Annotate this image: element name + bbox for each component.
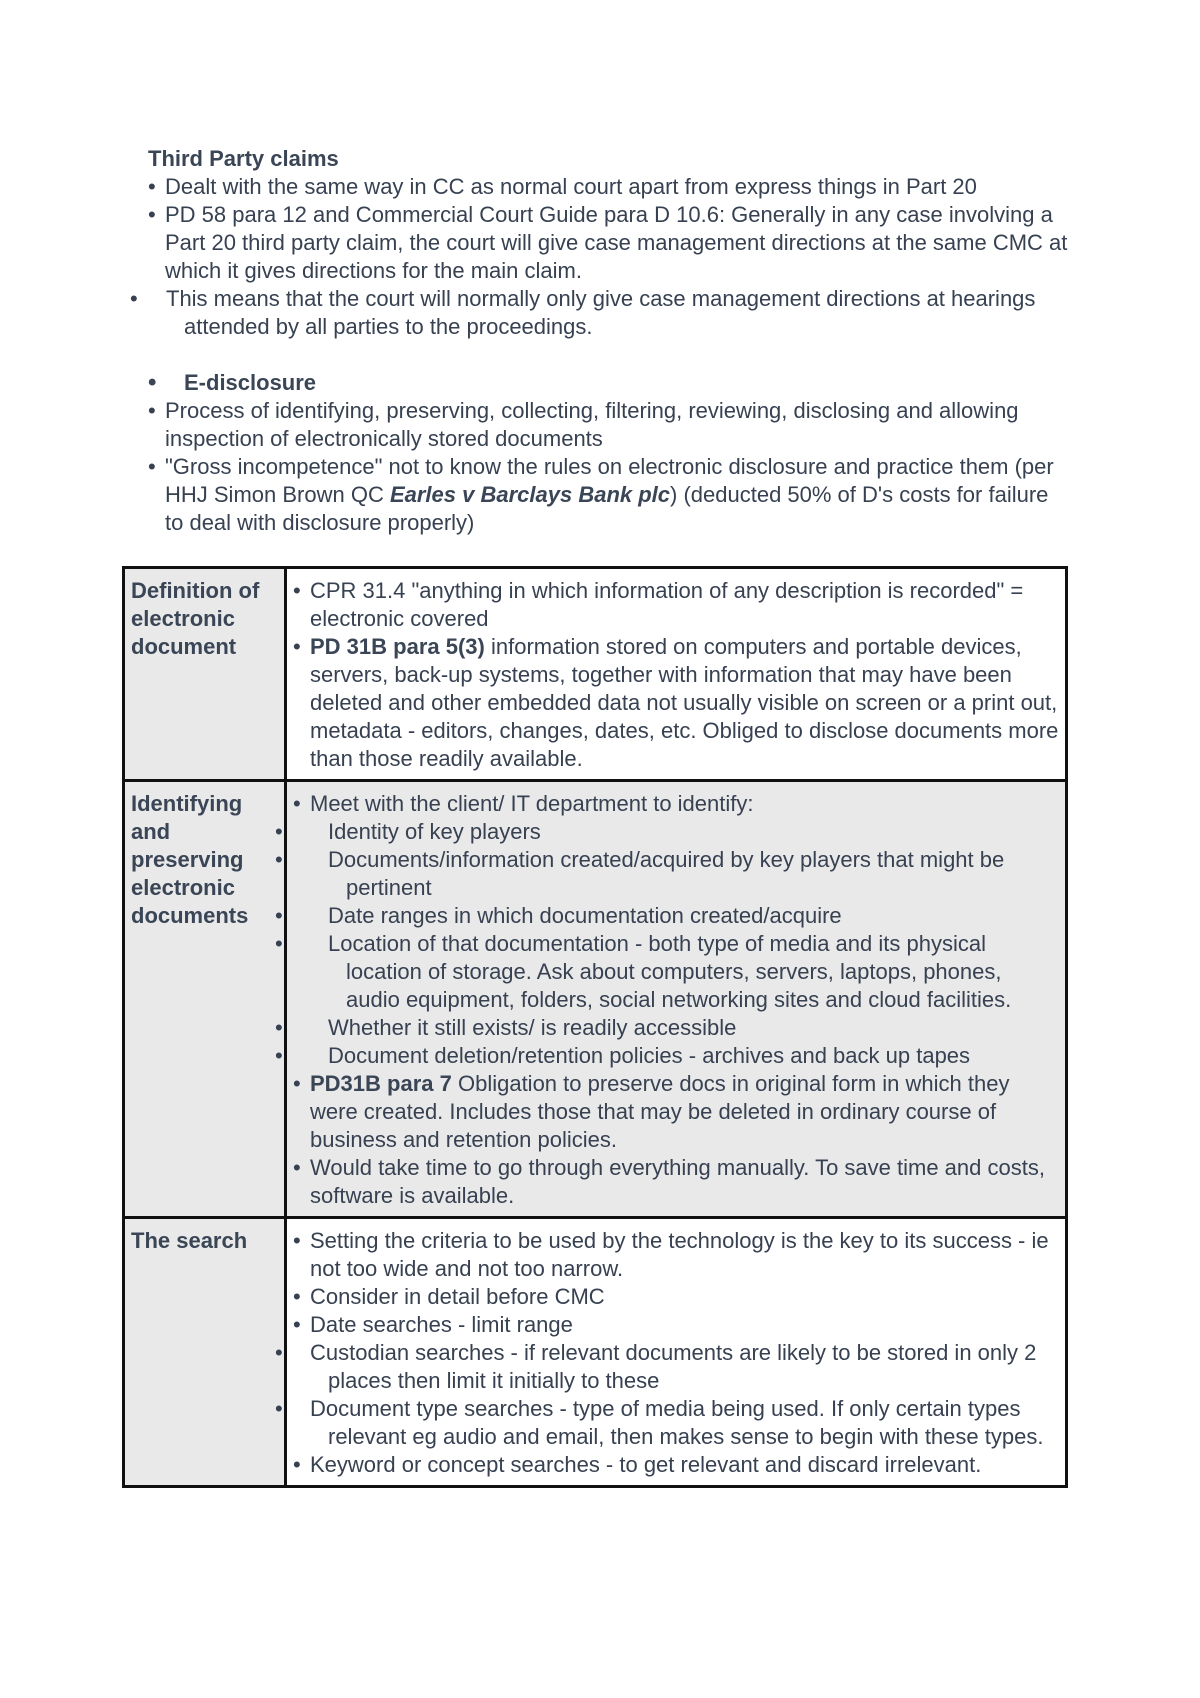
- bullet-text: Obligation to preserve docs in original form in which they were created. Includes those that may be deleted in ordinary course of business and retention policies.: [310, 1071, 1010, 1152]
- table-row: [124, 568, 1067, 781]
- list-item: • Documents/information created/acquired by key players that might be pertinent: [293, 846, 1059, 902]
- search-list: [293, 1227, 1059, 1479]
- case-name: Earles v Barclays Bank plc: [389, 482, 671, 507]
- row-label-identifying: Identifying and preserving electronic documents: [124, 781, 286, 1218]
- table-row: [124, 1218, 1067, 1487]
- list-item: • Process of identifying, preserving, collecting, filtering, reviewing, disclosing and allowing inspection of electronically stored documents: [148, 397, 1068, 453]
- list-item: • Identity of key players: [293, 818, 1059, 846]
- row-body-definition: [286, 568, 1067, 781]
- list-item: • CPR 31.4 "anything in which information of any description is recorded" = electronic covered: [293, 577, 1059, 633]
- identifying-list: [293, 790, 1059, 1210]
- table-row: [124, 781, 1067, 1218]
- section-title-text: E-disclosure: [184, 370, 317, 395]
- section-title-e-disclosure: [148, 369, 1068, 397]
- row-body-identifying: [286, 781, 1067, 1218]
- row-label-search: The search: [124, 1218, 286, 1487]
- document-body: [148, 145, 1068, 537]
- row-body-search: [286, 1218, 1067, 1487]
- list-item: • Custodian searches - if relevant documents are likely to be stored in only 2 places then limit it initially to these: [293, 1339, 1059, 1395]
- list-item: • Keyword or concept searches - to get relevant and discard irrelevant.: [293, 1451, 1059, 1479]
- list-item: • Dealt with the same way in CC as normal court apart from express things in Part 20: [148, 173, 1068, 201]
- bullet-text: ) (deducted 50% of D's costs for failure to deal with disclosure properly): [165, 482, 1049, 535]
- section-title-third-party: Third Party claims: [148, 146, 339, 171]
- list-item: [293, 633, 1059, 773]
- list-item: • Date ranges in which documentation created/acquire: [293, 902, 1059, 930]
- list-item: • This means that the court will normally only give case management directions at hearings attended by all parties to the proceedings.: [148, 285, 1068, 341]
- list-item: • Date searches - limit range: [293, 1311, 1059, 1339]
- list-item: • Location of that documentation - both type of media and its physical location of storage. Ask about computers, servers, laptops, phones, audio equipment, folders, social networking sites and cloud facilities.: [293, 930, 1059, 1014]
- rule-reference: PD31B para 7: [310, 1071, 452, 1096]
- definition-list: [293, 577, 1059, 773]
- list-item: • Consider in detail before CMC: [293, 1283, 1059, 1311]
- e-disclosure-table: [122, 566, 1068, 1488]
- list-item: • Whether it still exists/ is readily accessible: [293, 1014, 1059, 1042]
- e-disclosure-bullet-list: [148, 397, 1068, 537]
- list-item: [293, 1070, 1059, 1154]
- row-label-definition: Definition of electronic document: [124, 568, 286, 781]
- bullet-text: information stored on computers and portable devices, servers, back-up systems, together with information that may have been deleted and other embedded data not usually visible on screen or a print out, metadata - editors, changes, dates, etc. Obliged to disclose documents more than those readily available.: [310, 634, 1059, 771]
- bullet-text: "Gross incompetence" not to know the rules on electronic disclosure and practice them (per HHJ Simon Brown QC: [165, 454, 1054, 507]
- list-item: • Document deletion/retention policies - archives and back up tapes: [293, 1042, 1059, 1070]
- rule-reference: PD 31B para 5(3): [310, 634, 485, 659]
- list-item: • Setting the criteria to be used by the technology is the key to its success - ie not too wide and not too narrow.: [293, 1227, 1059, 1283]
- list-item: • Document type searches - type of media being used. If only certain types relevant eg audio and email, then makes sense to begin with these types.: [293, 1395, 1059, 1451]
- list-item: • PD 58 para 12 and Commercial Court Guide para D 10.6: Generally in any case involving a Part 20 third party claim, the court will give case management directions at the same CMC at which it gives directions for the main claim.: [148, 201, 1068, 285]
- list-item: [148, 453, 1068, 537]
- list-item: • Would take time to go through everything manually. To save time and costs, software is available.: [293, 1154, 1059, 1210]
- third-party-bullet-list: [148, 173, 1068, 341]
- list-item: • Meet with the client/ IT department to identify:: [293, 790, 1059, 818]
